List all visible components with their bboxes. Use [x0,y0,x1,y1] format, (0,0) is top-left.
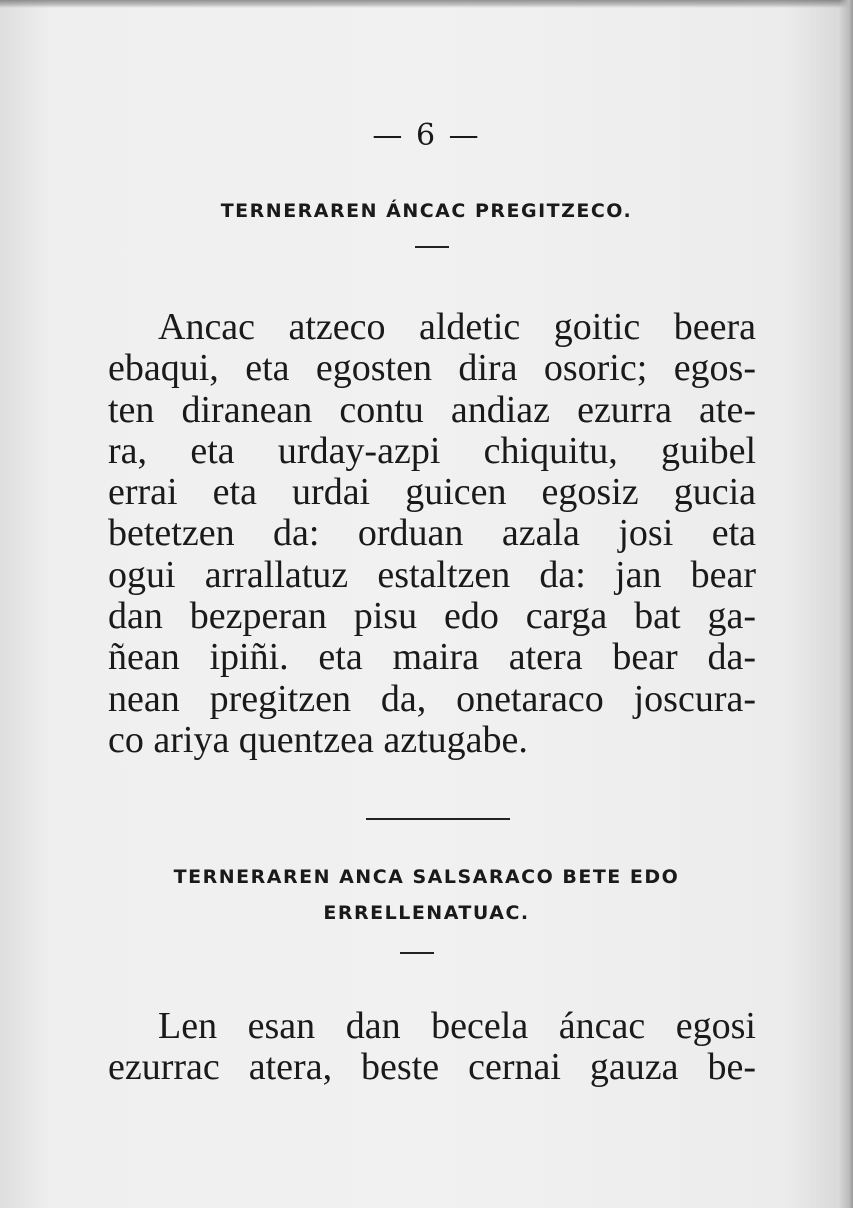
text-line: dan bezperan pisu edo carga bat ga- [108,595,756,638]
section-1-title: TERNERAREN ÁNCAC PREGITZECO. [220,200,633,222]
text-line: ñean ipiñi. eta maira atera bear da- [108,636,756,679]
section-2-paragraph [108,1006,756,1089]
page-number: — 6 — [372,118,481,153]
section-2-title-line-1: TERNERAREN ANCA SALSARACO BETE EDO [173,866,680,888]
section-1-paragraph [108,307,756,761]
page-top-edge [0,0,853,8]
text-line: co ariya quentzea aztugabe. [108,718,528,761]
page-right-edge [839,0,853,1208]
section-2-title-line-2: ERRELLENATUAC. [323,902,530,924]
text-line: ra, eta urday-azpi chiquitu, guibel [108,429,756,472]
text-line: betetzen da: orduan azala josi eta [108,512,756,555]
text-line: ebaqui, eta egosten dira osoric; egos- [108,347,756,390]
text-line: errai eta urdai guicen egosiz gucia [108,471,756,514]
section-1-divider [415,246,449,248]
text-line: ten diranean contu andiaz ezurra ate- [108,388,756,431]
text-line: Len esan dan becela áncac egosi [158,1005,756,1047]
section-separator [366,818,510,820]
section-2-divider [400,952,434,954]
text-line: ezurrac atera, beste cernai gauza be- [108,1046,756,1089]
text-line: Ancac atzeco aldetic goitic beera [158,306,756,348]
text-line: nean pregitzen da, onetaraco joscura- [108,677,756,720]
text-line: ogui arrallatuz estaltzen da: jan bear [108,553,756,596]
